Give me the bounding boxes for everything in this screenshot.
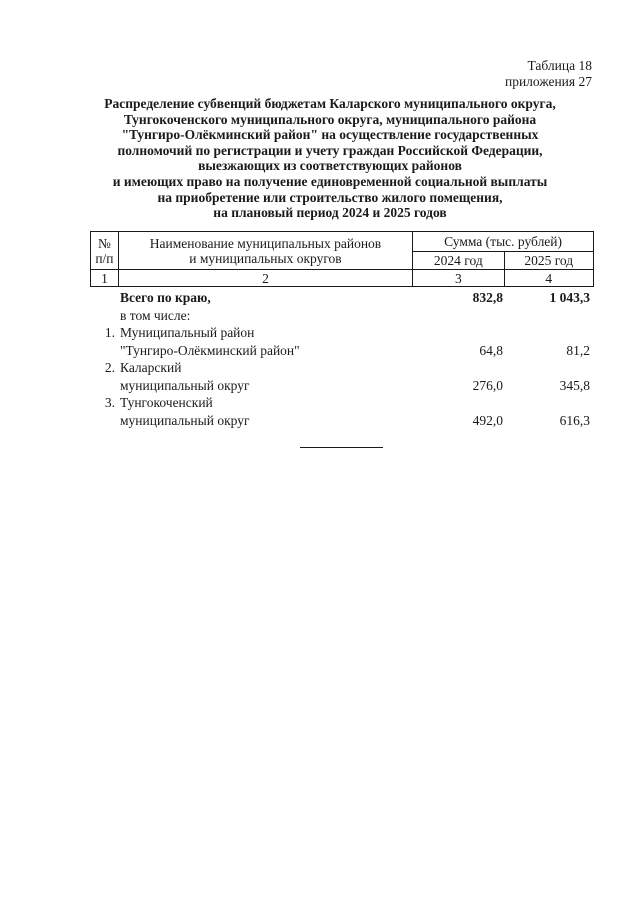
year-2024-header: 2024 год (413, 252, 504, 270)
table-row-cont (90, 412, 594, 430)
sum-group-header: Сумма (тыс. рублей) (413, 232, 594, 252)
document-title (80, 96, 580, 221)
year-2025-header: 2025 год (504, 252, 593, 270)
row-name-line2: муниципальный округ (120, 412, 250, 428)
row-value-2024: 492,0 (472, 412, 503, 428)
row-value-2025: 81,2 (566, 342, 590, 358)
row-number: 2. (104, 360, 115, 375)
row-name-line1: Муниципальный район (120, 325, 255, 340)
title-line: полномочий по регистрации и учету граждан Российской Федерации, (117, 142, 543, 158)
row-value-2025: 345,8 (559, 377, 590, 393)
table-number: Таблица 18 (527, 58, 592, 73)
appendix-number: приложения 27 (504, 74, 592, 89)
total-label: Всего по краю, (120, 290, 211, 305)
row-name-line1: Каларский (120, 360, 182, 375)
including-label: в том числе: (120, 307, 191, 323)
table-header (90, 231, 594, 287)
subtotal-label-row (90, 307, 594, 325)
table-row-cont (90, 377, 594, 395)
row-number: 1. (104, 325, 115, 340)
row-value-2024: 276,0 (472, 377, 503, 393)
column-number: 3 (413, 270, 504, 287)
table-row (90, 324, 594, 342)
table-row (90, 394, 594, 412)
num-header-line2: п/п (95, 250, 114, 266)
num-header-line1: № (97, 235, 111, 251)
title-line: выезжающих из соответствующих районов (198, 158, 462, 174)
num-header (91, 232, 119, 270)
table-row (90, 359, 594, 377)
row-name-line1: Тунгокоченский (120, 395, 213, 410)
name-header (118, 232, 412, 270)
name-header-line2: и муниципальных округов (189, 250, 342, 266)
title-line: Тунгокоченского муниципального округа, муниципального района (123, 111, 537, 127)
end-divider (300, 447, 383, 448)
title-line: "Тунгиро-Олёкминский район" на осуществление государственных (121, 127, 539, 143)
title-line: на плановый период 2024 и 2025 годов (213, 205, 447, 221)
row-number: 3. (104, 395, 115, 410)
total-row (90, 289, 594, 307)
name-header-line1: Наименование муниципальных районов (149, 235, 382, 251)
column-number: 4 (504, 270, 593, 287)
total-2024: 832,8 (472, 290, 503, 305)
column-number: 1 (91, 270, 119, 287)
row-name-line2: муниципальный округ (120, 377, 250, 393)
column-number: 2 (118, 270, 412, 287)
total-2025: 1 043,3 (549, 290, 590, 305)
title-line: на приобретение или строительство жилого помещения, (157, 189, 503, 205)
table-row-cont (90, 342, 594, 360)
title-line: Распределение субвенций бюджетам Каларского муниципального округа, (104, 96, 556, 111)
title-line: и имеющих право на получение единовременной социальной выплаты (112, 173, 548, 189)
row-value-2024: 64,8 (479, 342, 503, 358)
row-name-line2: "Тунгиро-Олёкминский район" (120, 342, 300, 358)
table-body (90, 289, 594, 429)
row-value-2025: 616,3 (559, 412, 590, 428)
table-reference (505, 58, 592, 90)
